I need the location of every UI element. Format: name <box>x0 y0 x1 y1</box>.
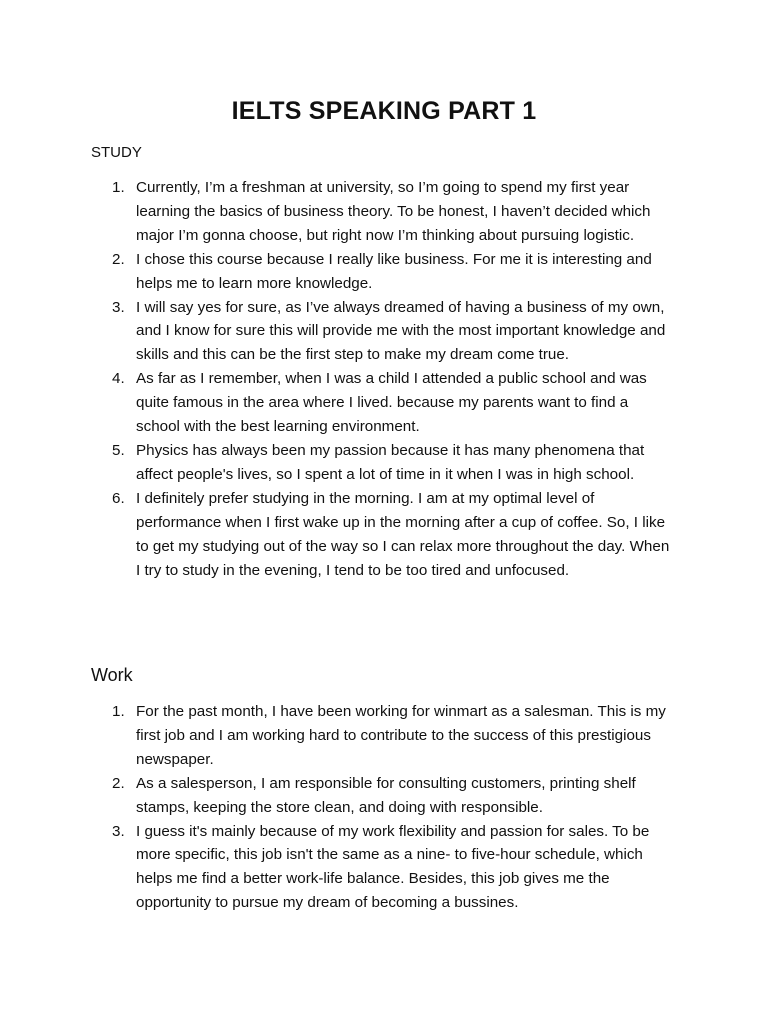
list-item-text: For the past month, I have been working for winmart as a salesman. This is my first job and I am working hard to contribute to the success of this prestigious newspaper. <box>136 703 666 768</box>
list-item-text: As far as I remember, when I was a child I attended a public school and was quite famous in the area where I lived. because my parents want to find a school with the best learning environment. <box>136 370 647 436</box>
list-item <box>0 439 676 487</box>
list-item-text: Physics has always been my passion because it has many phenomena that affect people's lives, so I spent a lot of time in it when I was in high school. <box>136 441 645 483</box>
list-item <box>0 487 676 583</box>
list-item <box>0 296 676 368</box>
list-item-number: 1. <box>112 179 125 196</box>
section-heading-study: STUDY <box>91 144 142 161</box>
study-answer-list <box>0 176 768 582</box>
list-item <box>0 700 676 772</box>
list-item <box>0 176 676 248</box>
list-item <box>0 820 676 916</box>
list-item-text: I chose this course because I really like business. For me it is interesting and helps me to learn more knowledge. <box>136 250 652 292</box>
document-title: IELTS SPEAKING PART 1 <box>231 97 537 125</box>
list-item <box>0 367 676 439</box>
list-item-number: 2. <box>112 250 125 268</box>
list-item-text: As a salesperson, I am responsible for consulting customers, printing shelf stamps, keeping the store clean, and doing with responsible. <box>136 774 636 816</box>
list-item-number: 4. <box>112 370 125 388</box>
list-item-number: 2. <box>112 774 125 792</box>
list-item <box>0 772 676 820</box>
list-item-number: 3. <box>112 298 125 316</box>
list-item-text: I will say yes for sure, as I’ve always dreamed of having a business of my own, and I know for sure this will provide me with the most important knowledge and skills and this can be the first step to make my dream come true. <box>136 298 666 364</box>
work-answer-list <box>0 700 768 915</box>
list-item-number: 5. <box>112 441 125 459</box>
list-item <box>0 248 676 296</box>
list-item-number: 1. <box>112 703 125 720</box>
list-item-text: I definitely prefer studying in the morning. I am at my optimal level of performance when I first wake up in the morning after a cup of coffee. So, I like to get my studying out of the way so I can relax more throughout the day. When I try to study in the evening, I tend to be too tired and unfocused. <box>136 489 670 579</box>
list-item-number: 3. <box>112 822 125 840</box>
list-item-text: Currently, I’m a freshman at university, so I’m going to spend my first year learning the basics of business theory. To be honest, I haven’t decided which major I’m gonna choose, but right now I’m thinking about pursuing logistic. <box>136 179 651 244</box>
list-item-text: I guess it's mainly because of my work flexibility and passion for sales. To be more specific, this job isn't the same as a nine- to five-hour schedule, which helps me find a better work-life balance. Besides, this job gives me the opportunity to pursue my dream of becoming a bussines. <box>136 822 650 912</box>
list-item-number: 6. <box>112 489 125 507</box>
section-heading-work: Work <box>91 665 133 685</box>
